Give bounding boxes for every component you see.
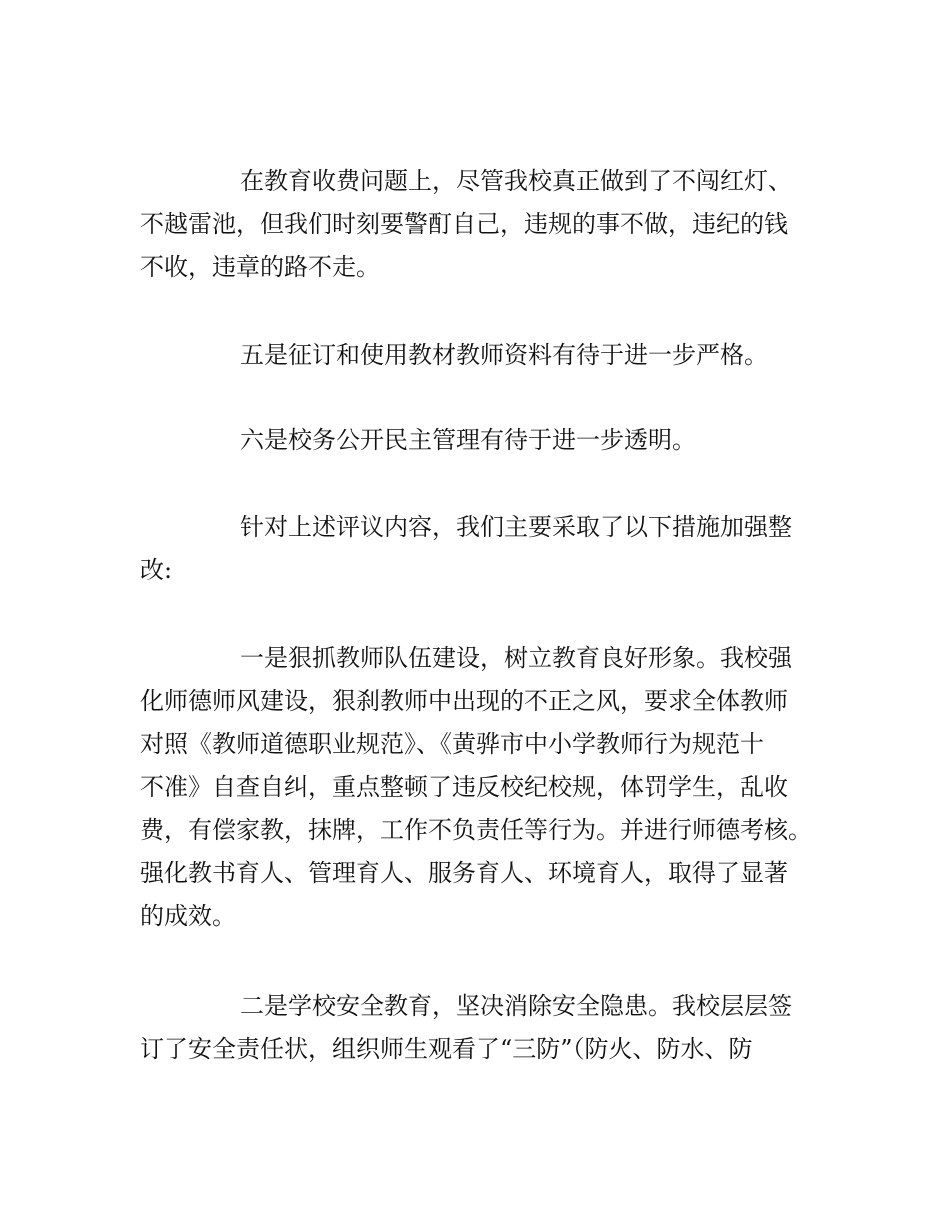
paragraph-measure-one	[140, 637, 820, 938]
text-line: 不收，违章的路不走。	[140, 253, 380, 281]
text-line: 二是学校安全教育，坚决消除安全隐患。我校层层签	[240, 992, 792, 1020]
paragraph-point-six	[140, 419, 820, 462]
text-line: 五是征订和使用教材教师资料有待于进一步严格。	[240, 341, 768, 369]
text-line: 针对上述评议内容，我们主要采取了以下措施加强整	[240, 513, 792, 541]
paragraph-fee-issue	[140, 160, 820, 289]
text-line: 在教育收费问题上，尽管我校真正做到了不闯红灯、	[240, 167, 792, 195]
paragraph-point-five	[140, 334, 820, 377]
text-line: 不准》自查自纠，重点整顿了违反校纪校规，体罚学生，乱收	[140, 773, 788, 801]
text-line: 强化教书育人、管理育人、服务育人、环境育人，取得了显著	[140, 859, 788, 887]
text-line: 对照《教师道德职业规范》、《黄骅市中小学教师行为规范十	[140, 730, 764, 758]
text-line: 改:	[140, 556, 173, 584]
text-line: 不越雷池，但我们时刻要警酊自己，违规的事不做，违纪的钱	[140, 210, 788, 238]
text-line: 一是狠抓教师队伍建设，树立教育良好形象。我校强	[240, 644, 792, 672]
paragraph-measure-two	[140, 985, 820, 1071]
paragraph-measures-intro	[140, 506, 820, 592]
text-line: 六是校务公开民主管理有待于进一步透明。	[240, 426, 696, 454]
text-line: 化师德师风建设，狠刹教师中出现的不正之风，要求全体教师	[140, 687, 788, 715]
text-line: 费，有偿家教，抹牌，工作不负责任等行为。并进行师德考核。	[140, 816, 812, 844]
text-line: 的成效。	[140, 902, 236, 930]
text-line: 订了安全责任状，组织师生观看了“三防”（防火、防水、防	[140, 1035, 753, 1063]
